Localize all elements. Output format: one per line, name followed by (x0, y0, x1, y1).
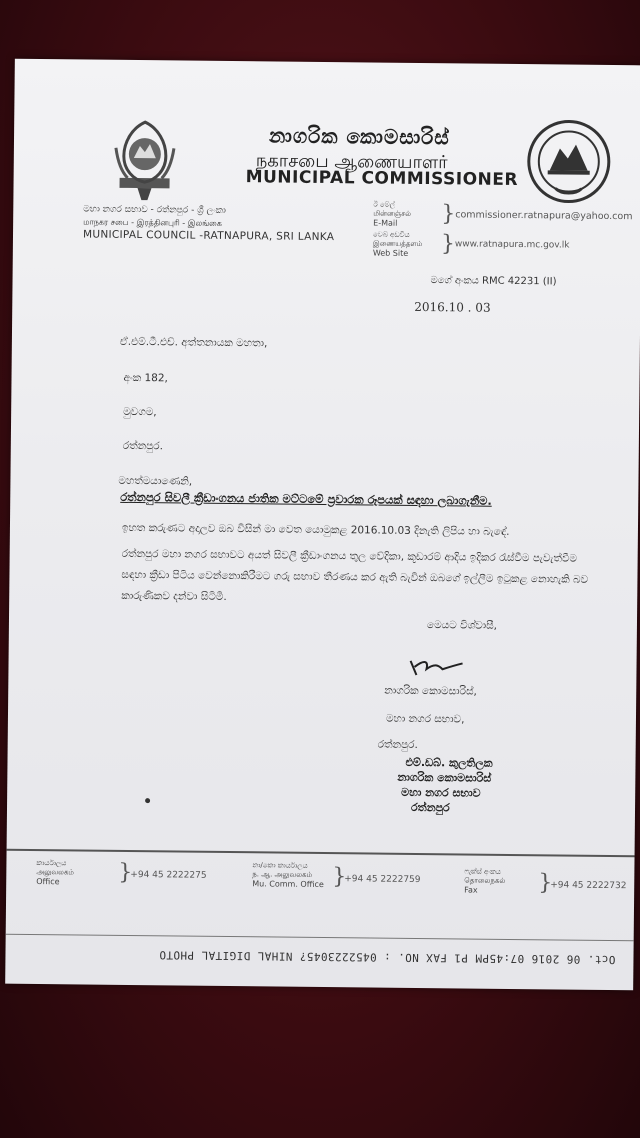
web-label-tamil: இணையத்தளம் (372, 239, 423, 249)
council-logo-icon (525, 118, 612, 205)
salutation: මහත්මයාණෙනි, (118, 474, 193, 488)
web-brace: } (440, 231, 456, 257)
fax-rule (6, 934, 634, 942)
stamp-org: මහා නගර සභාව (401, 785, 481, 800)
stamp-city: රත්නපුර (410, 800, 450, 815)
footer-rule (7, 849, 635, 858)
signature-icon (406, 655, 466, 684)
email-label-english: E-Mail (373, 218, 398, 228)
sri-lanka-emblem-icon (111, 118, 178, 205)
paragraph-2: රත්නපුර මහා නගර සභාවට අයත් සිවලී ක්‍රීඩාංගනය තුල වේදිකා, කූඩාරම් ආදිය ඉදිකර රැස්වීම පැවැත්වීම සඳහා ක්‍රීඩා පිටිය වෙන්නොකිරීමට ගරු සභාව තීරණය කර ඇති බැවින් ඔබගේ ඉල්ලීම ඉටුකළ නොහැකි බව කාරුණිකව දන්වා සිටිමි. (121, 547, 589, 603)
title-tamil: நகாசபை ஆணையாளா் (255, 150, 450, 174)
mc-label-sinhala: නා/කො කාර්යාලය (252, 861, 308, 870)
email-value[interactable]: commissioner.ratnapura@yahoo.com (455, 209, 633, 223)
office-label-tamil: அலுவலகம் (36, 868, 75, 877)
office-brace: } (118, 859, 133, 886)
mc-brace: } (332, 864, 347, 890)
closing: මෙයට විශ්වාසී, (426, 619, 498, 632)
signatory-city: රත්නපුර. (377, 738, 418, 751)
stamp-title: නාගරික කොමසාරිස් (397, 770, 492, 785)
address-sinhala: මහා නගර සභාව - රත්නපුර - ශ්‍රී ලංකා (83, 204, 226, 216)
address-tamil: மாநகர சபை - இரத்தினபுரி - இலங்கை (83, 217, 222, 228)
paragraph-1: ඉහත කරුණට අදාලව ඔබ විසින් මා වෙත යොමුකළ 2016.10.03 දිනැති ලිපිය හා බැඳේ. (121, 521, 510, 538)
recipient-line-4: රත්නපුර. (122, 439, 164, 453)
web-value[interactable]: www.ratnapura.mc.gov.lk (454, 239, 570, 251)
signatory-title: නාගරික කොමසාරිස්, (384, 684, 477, 698)
mc-label-english: Mu. Comm. Office (252, 879, 324, 890)
mc-label-tamil: ந. ஆ. அலுவலகம் (252, 870, 313, 879)
title-english: MUNICIPAL COMMISSIONER (245, 167, 519, 191)
fax-label-tamil: தொலைநகல் (464, 876, 506, 885)
fax-brace: } (538, 870, 553, 896)
fax-transmission-header: Oct. 06 2016 07:45PM P1 FAX NO. : 0452223045? NIHAL DIGITAL PHOTO (158, 948, 616, 967)
reference-number: මගේ අංකය RMC 42231 (II) (430, 275, 557, 288)
fax-label-sinhala: ෆැක්ස් අංකය (464, 867, 501, 876)
recipient-line-3: මුවගම, (123, 405, 157, 419)
web-label-sinhala: වෙබ් අඩවිය (372, 230, 410, 239)
email-contact (373, 200, 411, 227)
recipient-line-2: අංක 182, (123, 371, 168, 385)
fax-phone[interactable]: +94 45 2222732 (550, 880, 627, 892)
stamp-name: එම්.ඩබ්. කුලතිලක (405, 755, 493, 770)
address-english: MUNICIPAL COUNCIL -RATNAPURA, SRI LANKA (82, 228, 335, 244)
letter-date: 2016.10 . 03 (414, 299, 491, 315)
ink-spot (145, 798, 150, 803)
web-label-english: Web Site (372, 248, 409, 258)
letter-page (5, 59, 640, 991)
fax-label-english: Fax (464, 885, 478, 895)
email-label-sinhala: ඊ මේල් (373, 200, 396, 209)
office-label-sinhala: කාර්යාලය (36, 859, 67, 868)
subject-line: රත්නපුර සිවලී ක්‍රීඩාංගනය ජාතික මට්ටමේ ප්‍රවාරක රූපයක් සඳහා ලබාගැනීම. (120, 489, 492, 508)
signatory-org: මහා නගර සභාව, (385, 712, 465, 726)
office-contact (36, 859, 74, 886)
email-brace: } (441, 201, 456, 227)
office-phone[interactable]: +94 45 2222275 (130, 869, 207, 881)
office-label-english: Office (36, 877, 60, 887)
mc-phone[interactable]: +94 45 2222759 (344, 874, 421, 886)
mc-contact (252, 861, 324, 889)
fax-contact (464, 867, 505, 894)
recipient-line-1: ඒ.එම්.ටී.එච්. අත්තනායක මහතා, (119, 335, 268, 350)
email-label-tamil: மின்னஞ்சல் (373, 209, 411, 218)
title-sinhala: නාගරික කොමසාරිස් (268, 123, 450, 150)
web-contact (373, 230, 423, 258)
